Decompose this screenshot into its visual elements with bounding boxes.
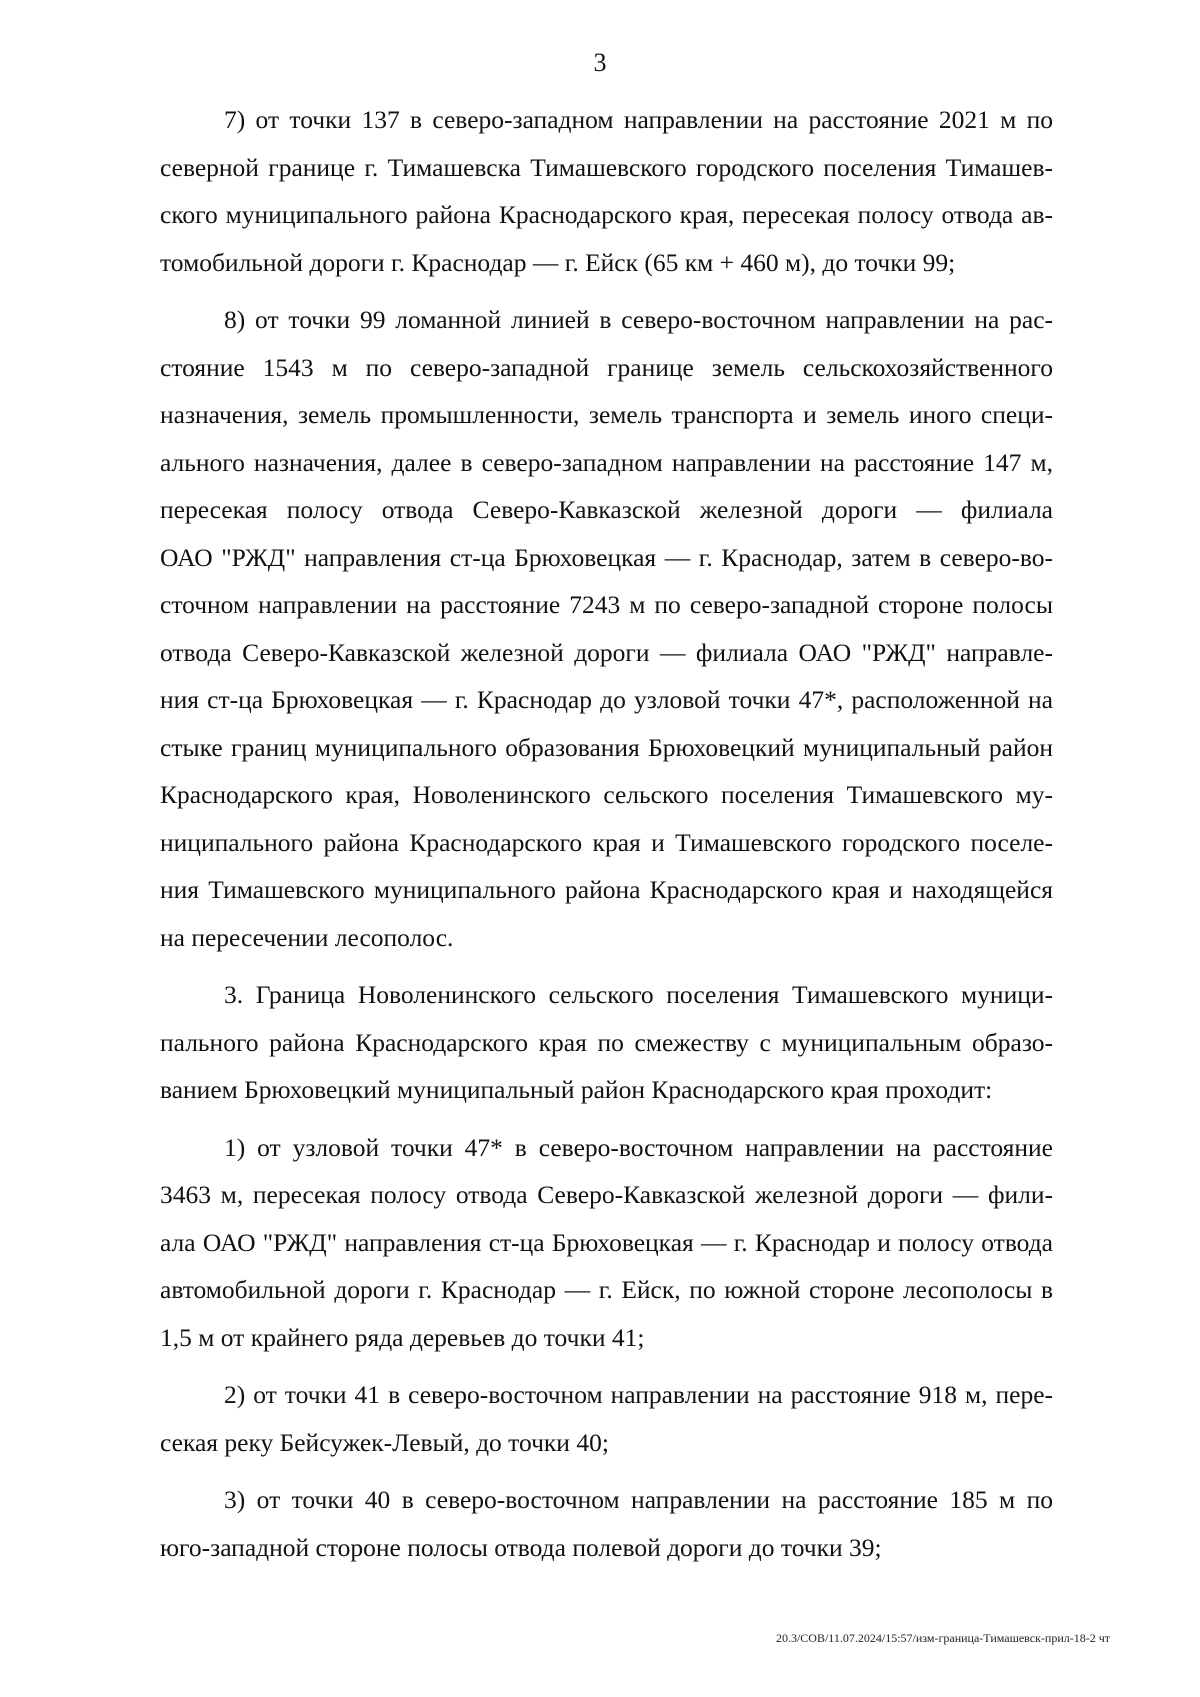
text-line: 3. Граница Новоленинского сельского поселения Тимашевского муници- — [224, 980, 1053, 1009]
text-line: ОАО "РЖД" направления ст-ца Брюховецкая — г. Краснодар, затем в северо-во- — [160, 542, 1053, 572]
text-line: северной границе г. Тимашевска Тимашевского городского поселения Тимашев- — [160, 152, 1053, 182]
text-line: ванием Брюховецкий муниципальный район Краснодарского края проходит: — [160, 1075, 993, 1104]
text-line: 3) от точки 40 в северо-восточном направлении на расстояние 185 м по — [224, 1485, 1053, 1514]
document-footer-code: 20.3/СОВ/11.07.2024/15:57/изм-граница-Тимашевск-прил-18-2 чт — [775, 1631, 1110, 1645]
paragraph-text — [160, 1371, 1053, 1466]
text-line: 7) от точки 137 в северо-западном направлении на расстояние 2021 м по — [224, 105, 1053, 134]
text-line: отвода Северо-Кавказской железной дороги — филиала ОАО "РЖД" направле- — [160, 637, 1053, 667]
paragraph — [160, 1371, 1053, 1466]
text-line: автомобильной дороги г. Краснодар — г. Ейск, по южной стороне лесополосы в — [160, 1275, 1053, 1304]
paragraph — [160, 1476, 1053, 1571]
paragraph-text — [160, 1124, 1053, 1362]
text-line: 8) от точки 99 ломанной линией в северо-восточном направлении на рас- — [224, 305, 1053, 334]
page-number: 3 — [593, 48, 607, 77]
text-line: 2) от точки 41 в северо-восточном направлении на расстояние 918 м, пере- — [224, 1380, 1053, 1409]
text-line: пального района Краснодарского края по смежеству с муниципальным образо- — [160, 1027, 1053, 1057]
text-line: 1,5 м от крайнего ряда деревьев до точки 41; — [160, 1322, 645, 1352]
paragraph — [160, 1124, 1053, 1362]
text-line: стояние 1543 м по северо-западной границе земель сельскохозяйственного — [160, 352, 1053, 382]
text-line: юго-западной стороне полосы отвода полевой дороги до точки 39; — [160, 1532, 882, 1562]
text-line: секая реку Бейсужек-Левый, до точки 40; — [160, 1427, 609, 1457]
text-line: сточном направлении на расстояние 7243 м по северо-западной стороне полосы — [160, 590, 1053, 619]
paragraph-text — [160, 296, 1053, 961]
text-line: стыке границ муниципального образования Брюховецкий муниципальный район — [160, 732, 1053, 762]
text-line: ниципального района Краснодарского края и Тимашевского городского поселе- — [160, 827, 1053, 857]
paragraph — [160, 96, 1053, 286]
text-line: ала ОАО "РЖД" направления ст-ца Брюховецкая — г. Краснодар и полосу отвода — [160, 1227, 1053, 1257]
text-line: 1) от узловой точки 47* в северо-восточном направлении на расстояние — [224, 1132, 1053, 1162]
document-body — [160, 96, 1053, 1581]
paragraph-text — [160, 1476, 1053, 1571]
text-line: 3463 м, пересекая полосу отвода Северо-Кавказской железной дороги — фили- — [160, 1180, 1053, 1209]
paragraph — [160, 971, 1053, 1114]
paragraph-text — [160, 96, 1053, 286]
paragraph-text — [160, 971, 1053, 1114]
text-line: ского муниципального района Краснодарского края, пересекая полосу отвода ав- — [160, 200, 1053, 229]
text-line: пересекая полосу отвода Северо-Кавказской железной дороги — филиала — [160, 495, 1053, 524]
text-line: назначения, земель промышленности, земель транспорта и земель иного специ- — [160, 400, 1053, 429]
paragraph — [160, 296, 1053, 961]
text-line: ального назначения, далее в северо-западном направлении на расстояние 147 м, — [160, 447, 1053, 477]
text-line: Краснодарского края, Новоленинского сельского поселения Тимашевского му- — [160, 780, 1053, 809]
text-line: ния ст-ца Брюховецкая — г. Краснодар до узловой точки 47*, расположенной на — [160, 685, 1053, 714]
text-line: на пересечении лесополос. — [160, 922, 454, 952]
text-line: ния Тимашевского муниципального района Краснодарского края и находящейся — [160, 875, 1053, 904]
text-line: томобильной дороги г. Краснодар — г. Ейск (65 км + 460 м), до точки 99; — [160, 247, 956, 277]
